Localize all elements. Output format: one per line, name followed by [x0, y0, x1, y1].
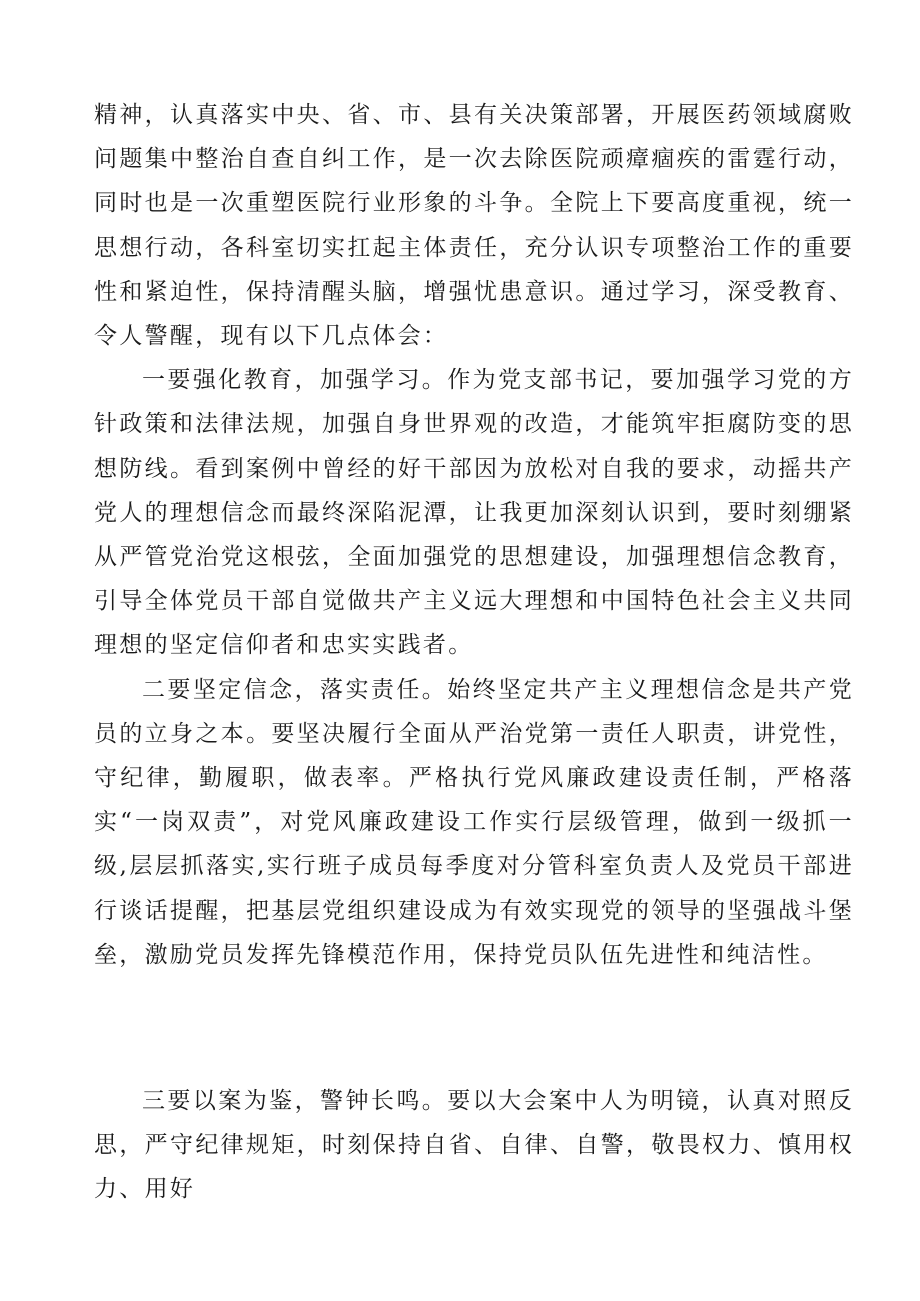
paragraph-point-three: 三要以案为鉴，警钟长鸣。要以大会案中人为明镜，认真对照反思，严守纪律规矩，时刻保持自省、自律、自警，敬畏权力、慎用权力、用好	[94, 1088, 854, 1203]
paragraph-intro-continuation: 精神，认真落实中央、省、市、县有关决策部署，开展医药领域腐败问题集中整治自查自纠工作，是一次去除医院顽瘴痼疾的雷霆行动，同时也是一次重塑医院行业形象的斗争。全院上下要高度重视，统一思想行动，各科室切实扛起主体责任，充分认识专项整治工作的重要性和紧迫性，保持清醒头脑，增强忧患意识。通过学习，深受教育、令人警醒，现有以下几点体会：	[94, 102, 854, 350]
paragraph-point-one: 一要强化教育，加强学习。作为党支部书记，要加强学习党的方针政策和法律法规，加强自身世界观的改造，才能筑牢拒腐防变的思想防线。看到案例中曾经的好干部因为放松对自我的要求，动摇共产党人的理想信念而最终深陷泥潭，让我更加深刻认识到，要时刻绷紧从严管党治党这根弦，全面加强党的思想建设，加强理想信念教育，引导全体党员干部自觉做共产主义远大理想和中国特色社会主义共同理想的坚定信仰者和忠实实践者。	[94, 367, 854, 659]
document-body	[94, 93, 854, 977]
paragraph-point-two: 二要坚定信念，落实责任。始终坚定共产主义理想信念是共产党员的立身之本。要坚决履行全面从严治党第一责任人职责，讲党性，守纪律，勤履职，做表率。严格执行党风廉政建设责任制，严格落实“一岗双责”，对党风廉政建设工作实行层级管理，做到一级抓一级,层层抓落实,实行班子成员每季度对分管科室负责人及党员干部进行谈话提醒，把基层党组织建设成为有效实现党的领导的坚强战斗堡垒，激励党员发挥先锋模范作用，保持党员队伍先进性和纯洁性。	[94, 676, 854, 968]
document-body-continued	[94, 1079, 854, 1212]
